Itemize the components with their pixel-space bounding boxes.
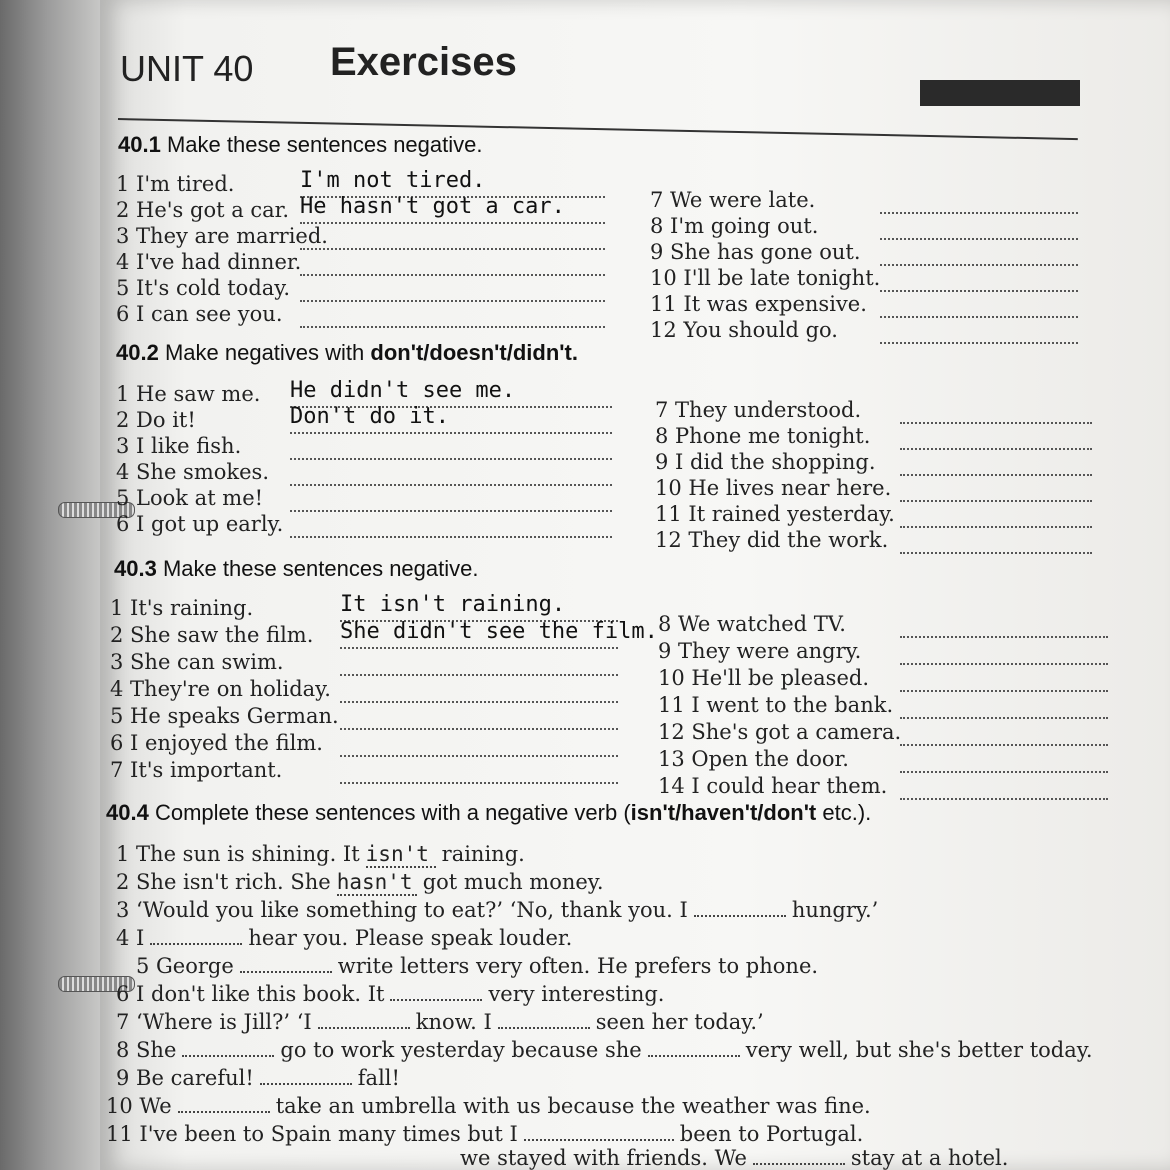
exercise-line: 1 The sun is shining. It isn't raining. xyxy=(116,842,525,866)
section-title-bold: don't/doesn't/didn't. xyxy=(370,340,578,365)
answer-blank[interactable] xyxy=(178,1111,270,1113)
exercise-prompt: 2 He's got a car. xyxy=(116,198,290,222)
answer-blank[interactable] xyxy=(390,999,482,1001)
answer-blank[interactable]: isn't xyxy=(366,842,436,868)
section-number: 40.4 xyxy=(106,800,149,825)
answer-line[interactable] xyxy=(900,771,1108,773)
answer-line[interactable] xyxy=(900,474,1092,476)
exercise-prompt: 9 She has gone out. xyxy=(650,240,861,264)
answer-line[interactable] xyxy=(900,552,1092,554)
exercise-prompt: 3 She can swim. xyxy=(110,650,284,674)
answer-text: He didn't see me. xyxy=(290,378,516,403)
answer-blank[interactable] xyxy=(182,1055,274,1057)
section-title: Complete these sentences with a negative verb ( xyxy=(154,800,631,825)
answer-blank[interactable]: hasn't xyxy=(337,870,417,896)
exercise-prompt: 10 I'll be late tonight. xyxy=(650,266,881,290)
answer-line[interactable] xyxy=(900,690,1108,692)
exercise-prompt: 3 I like fish. xyxy=(116,434,242,458)
exercise-line: 2 She isn't rich. She hasn't got much money. xyxy=(116,870,604,894)
exercise-prompt: 14 I could hear them. xyxy=(658,774,888,798)
exercise-prompt: 10 He'll be pleased. xyxy=(658,666,869,690)
exercise-prompt: 12 You should go. xyxy=(650,318,838,342)
answer-blank[interactable] xyxy=(260,1083,352,1085)
exercise-prompt: 5 He speaks German. xyxy=(110,704,339,728)
answer-line[interactable] xyxy=(880,342,1078,344)
exercise-prompt: 6 I got up early. xyxy=(116,512,284,536)
exercise-prompt: 5 It's cold today. xyxy=(116,276,291,300)
section-40-4-heading xyxy=(106,800,871,826)
exercise-prompt: 11 I went to the bank. xyxy=(658,693,894,717)
answer-line[interactable] xyxy=(880,316,1078,318)
answer-line[interactable] xyxy=(290,536,612,538)
exercise-prompt: 1 He saw me. xyxy=(116,382,261,406)
exercise-prompt: 9 I did the shopping. xyxy=(655,450,876,474)
exercise-prompt: 6 I can see you. xyxy=(116,302,283,326)
answer-line[interactable] xyxy=(880,290,1078,292)
answer-blank[interactable] xyxy=(498,1027,590,1029)
answer-blank[interactable] xyxy=(524,1139,674,1141)
exercise-line: 3 ‘Would you like something to eat?’ ‘No, thank you. I hungry.’ xyxy=(116,898,879,922)
section-number: 40.3 xyxy=(114,556,157,581)
answer-line[interactable] xyxy=(900,500,1092,502)
answer-text: Don't do it. xyxy=(290,404,449,429)
exercise-prompt: 1 It's raining. xyxy=(110,596,254,620)
answer-line[interactable] xyxy=(340,701,618,703)
answer-line[interactable] xyxy=(880,264,1078,266)
exercise-prompt: 7 We were late. xyxy=(650,188,816,212)
exercise-line: 7 ‘Where is Jill?’ ‘I know. I seen her today.’ xyxy=(116,1010,764,1034)
exercise-line: 10 We take an umbrella with us because the weather was fine. xyxy=(106,1094,871,1118)
exercise-prompt: 8 We watched TV. xyxy=(658,612,846,636)
answer-line[interactable] xyxy=(290,484,612,486)
exercise-prompt: 6 I enjoyed the film. xyxy=(110,731,323,755)
answer-line[interactable] xyxy=(900,448,1092,450)
answer-text: He hasn't got a car. xyxy=(300,194,565,219)
answer-text: I'm not tired. xyxy=(300,168,486,193)
answer-line[interactable] xyxy=(900,798,1108,800)
section-40-3-heading xyxy=(114,556,478,582)
answer-line[interactable] xyxy=(900,526,1092,528)
exercise-prompt: 13 Open the door. xyxy=(658,747,849,771)
exercise-prompt: 11 It rained yesterday. xyxy=(655,502,895,526)
section-number: 40.1 xyxy=(118,132,161,157)
answer-line[interactable] xyxy=(340,755,618,757)
section-40-1-heading xyxy=(118,132,482,158)
exercise-prompt: 10 He lives near here. xyxy=(655,476,892,500)
answer-line[interactable] xyxy=(900,636,1108,638)
exercise-prompt: 12 They did the work. xyxy=(655,528,889,552)
section-title: Make negatives with xyxy=(164,340,371,365)
exercise-prompt: 4 They're on holiday. xyxy=(110,677,331,701)
unit-label: UNIT 40 xyxy=(120,48,254,89)
exercise-line: 5 George write letters very often. He prefers to phone. xyxy=(136,954,819,978)
answer-line[interactable] xyxy=(300,248,605,250)
exercise-line: 8 She go to work yesterday because she very well, but she's better today. xyxy=(116,1038,1093,1062)
answer-line[interactable] xyxy=(300,326,605,328)
answer-line[interactable] xyxy=(880,238,1078,240)
answer-blank[interactable] xyxy=(753,1163,845,1165)
exercise-prompt: 1 I'm tired. xyxy=(116,172,235,196)
exercise-prompt: 5 Look at me! xyxy=(116,486,264,510)
exercise-line: 9 Be careful! fall! xyxy=(116,1066,400,1090)
answer-line[interactable] xyxy=(340,728,618,730)
exercise-prompt: 11 It was expensive. xyxy=(650,292,867,316)
exercise-line: 11 I've been to Spain many times but I been to Portugal. xyxy=(106,1122,864,1146)
answer-blank[interactable] xyxy=(240,971,332,973)
answer-text: It isn't raining. xyxy=(340,592,566,617)
exercise-prompt: 2 She saw the film. xyxy=(110,623,314,647)
header-bar xyxy=(920,80,1080,106)
exercise-prompt: 4 She smokes. xyxy=(116,460,269,484)
answer-blank[interactable] xyxy=(694,915,786,917)
exercise-prompt: 9 They were angry. xyxy=(658,639,862,663)
answer-line[interactable] xyxy=(300,274,605,276)
exercise-prompt: 7 They understood. xyxy=(655,398,862,422)
answer-line[interactable] xyxy=(880,212,1078,214)
exercise-prompt: 8 Phone me tonight. xyxy=(655,424,871,448)
section-40-2-heading xyxy=(116,340,578,366)
exercise-prompt: 8 I'm going out. xyxy=(650,214,819,238)
answer-line[interactable] xyxy=(290,458,612,460)
exercise-line: we stayed with friends. We stay at a hotel. xyxy=(460,1146,1009,1170)
section-title-end: etc.). xyxy=(816,800,872,825)
exercise-line: 6 I don't like this book. It very interesting. xyxy=(116,982,665,1006)
answer-text: She didn't see the film. xyxy=(340,619,658,644)
answer-line[interactable] xyxy=(340,647,618,649)
section-title: Make these sentences negative. xyxy=(162,556,479,581)
answer-line[interactable] xyxy=(290,510,612,512)
exercise-prompt: 3 They are married. xyxy=(116,224,328,248)
exercise-prompt: 12 She's got a camera. xyxy=(658,720,902,744)
answer-line[interactable] xyxy=(900,663,1108,665)
answer-line[interactable] xyxy=(900,422,1092,424)
answer-blank[interactable] xyxy=(150,943,242,945)
page-title: Exercises xyxy=(330,40,517,84)
exercise-prompt: 2 Do it! xyxy=(116,408,196,432)
answer-line[interactable] xyxy=(340,782,618,784)
answer-line[interactable] xyxy=(900,717,1108,719)
section-title-bold: isn't/haven't/don't xyxy=(630,800,817,825)
answer-line[interactable] xyxy=(300,300,605,302)
answer-line[interactable] xyxy=(900,744,1108,746)
exercise-prompt: 7 It's important. xyxy=(110,758,283,782)
exercise-line: 4 I hear you. Please speak louder. xyxy=(116,926,573,950)
answer-blank[interactable] xyxy=(648,1055,740,1057)
answer-blank[interactable] xyxy=(318,1027,410,1029)
exercise-prompt: 4 I've had dinner. xyxy=(116,250,302,274)
answer-line[interactable] xyxy=(290,432,612,434)
answer-line[interactable] xyxy=(340,674,618,676)
section-number: 40.2 xyxy=(116,340,159,365)
answer-line[interactable] xyxy=(300,222,605,224)
section-title: Make these sentences negative. xyxy=(166,132,483,157)
